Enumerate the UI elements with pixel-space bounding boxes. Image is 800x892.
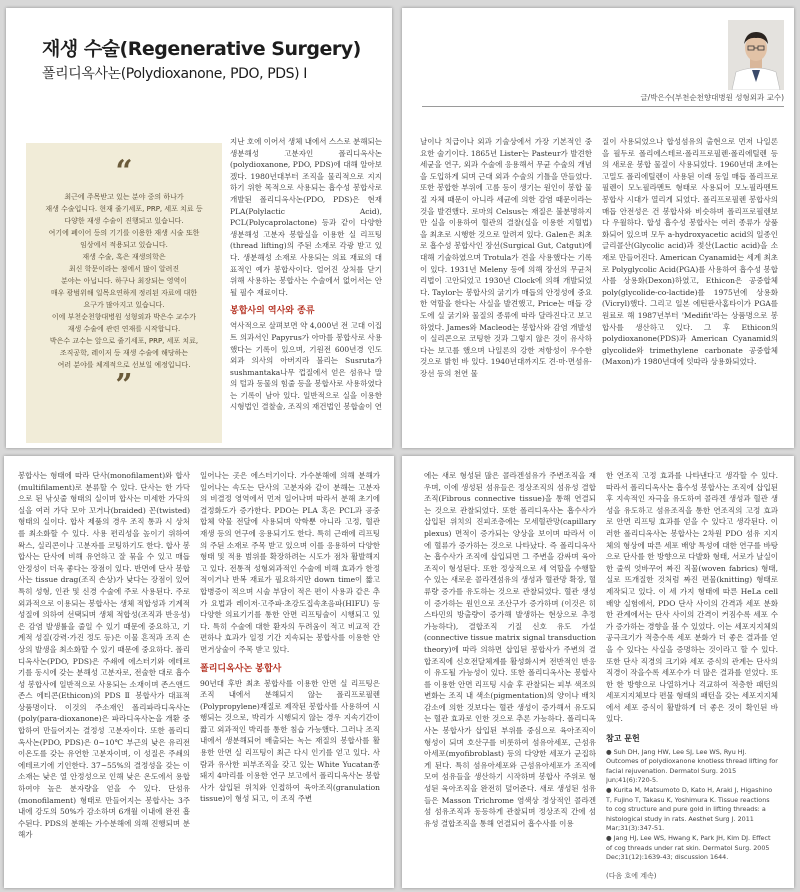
text-column: [200, 470, 380, 880]
header-divider: [422, 106, 784, 107]
quote-line: 조직공학, 레이저 등 재생 수술에 해당하는: [59, 349, 189, 357]
quote-line: 여기에 폐이어 등의 기기를 이용한 재생 시술 또한: [48, 229, 200, 237]
quote-line: 최근에 주목받고 있는 분야 중의 하나가: [64, 193, 184, 201]
body-paragraph: 지난 호에 이어서 생체 내에서 스스로 분해되는 생분해성 고분자인 폴리디옥사논(polydioxanone, PDO, PDS)에 대해 알아보겠다. 1980년대부터 조직을 물리적으로 지지하기 위한 목적으로 사용되는 흡수성 봉합사로 개발된 폴리디옥사논(PDO, PDS)은 현재 PLA(Polylactic Acid), PCL(Polycaprolactone) 등과 같이 다양한 생분해성 고분자 봉합실을 이용한 실 리프팅(thread lifting)의 주된 소재로 각광 받고 있다. 생분해성 소재로 사용되는 의료 재료의 대표적인 예가 봉합사이다. 얼어진 상처를 닫기 위해 사용하는 봉합사는 수술에서 없어서는 안 될 필수 재료이다.: [230, 137, 382, 297]
quote-line: 재생 수술입니다. 현재 줄기세포, PRP, 세포 치료 등: [45, 205, 203, 213]
references-heading: 참고 문헌: [606, 734, 640, 744]
quote-line: 다양한 재생 수술이 진행되고 있습니다.: [64, 217, 184, 225]
reference-item: ● Jang HJ, Lee WS, Hwang K, Park JH, Kim DJ. Effect of cog threads under rat skin. Dermatol Surg. 2005 Dec;31(12):1639-43; discussion 1644.: [606, 834, 771, 862]
reference-item: ● Kurita M, Matsumoto D, Kato H, Araki J, Higashino T, Fujino T, Takasu K, Yoshimura K. Tissue reactions to cog structure and pure gold in lifting threads: a histological study in rats. Aesthet Surg J. 2011 Mar;31(3):347-51.: [606, 786, 773, 833]
body-paragraph: 질이 사용되었으나 합성섬유의 출현으로 먼저 나일론을 필두로 폴리에스테르·폴리프로필렌·폴리에틸렌 등의 새로운 봉합 물질이 사용되었다. 1960년대 초에는 고밀도 폴리에틸렌이 사용된 이래 동일 매듭 폴리프로필렌이 모노필라멘트 형태로 사용되어 모노필라멘트 봉합사 시대가 열리게 되었다. 폴리프로필렌 봉합사의 매듭 안전성은 건 봉합사와 비슷하며 폴리프로필렌보다 우월하다. 합성 흡수성 봉합사는 여러 종류가 상품화되어 있으며 모두 a-hydroxyacetic acid의 일종인 글리콜산(Glycolic acid)과 젖산(Lactic acid)을 소재로 만들어진다. American Cyanamid는 세계 최초로 Polyglycolic Acid(PGA)를 사용하여 흡수성 봉합사를 상용화(Dexon)하였고, Ethicon은 공중합체 poly(glycolide-co-lactide)를 1975년에 상용화(Vicryl)했다. 그리고 일본 에틴판사홈타이가 PGA를 원료로 해 1987년부터 'Medifit'라는 상품명으로 봉합사를 생산하고 있다. 그 후 Ethicon의 polydioxanone(PDS)과 American Cyanamid의 glycolide와 trimethylene carbonate 공중합체(Maxon)가 1980년대에 잇따라 상용화되었다.: [602, 137, 778, 367]
text-column: [606, 470, 778, 880]
body-paragraph: 한 연조직 고정 효과를 나타낸다고 생각할 수 있다. 따라서 폴리디옥사논 흡수성 봉합사는 조직에 삽입된 후 지속적인 자극을 유도하여 콜라겐 생성과 혈관 생성을 유도하고 섬유조직을 통한 연조직의 고정 효과로 안면 리프팅 효과를 얻을 수 있다고 생각된다. 이러한 폴리디옥사논 봉합사는 2차원 PDO 섬유 지지체의 형상에 따른 세포 배양 특성에 대한 연구를 바탕으로 단사를 한 방향으로 다발화 형태, 서로가 날실이 한 줄씩 엇바꾸어 짜진 직물(woven fabrics) 형태, 실로 뜨개질한 것처럼 짜진 편물(knitting) 형태로 제작되고 있다. 이 세 가지 형태에 따른 HeLa cell 배양 실험에서, PDO 단사 사이의 간격과 세포 분화한 관계에서는 단사 사이의 간격이 커짐수록 세포 수가 증가하는 경향을 볼 수 있었다. 이는 세포지지체의 공극크기가 적층수록 세포 분화가 더 좋은 결과를 얻을 수 있다는 사실을 증명하는 것이라고 할 수 있다. 또한 단사 직경의 크기와 세포 증식의 관계는 단사의 직경이 작을수록 세포수가 더 많은 결과를 얻었다. 또한 한 방향으로 나열하거나 걱교하여 적층한 패턴의 세포지지체보다 편물 형태의 패턴을 갖는 세포지지체에서 세포 증식이 활발하게 더 좋은 것이 확인된 바 있다.: [606, 471, 778, 724]
close-quote-icon: ”: [115, 368, 133, 403]
author-byline: 글/박은수(부천순천향대병원 성형외과 교수): [640, 93, 784, 102]
body-paragraph: 에는 새로 형성된 많은 콜라겐섬유가 주변조직을 재우며, 이에 생성된 섬유들은 정상조직의 섬유성 결합조직(Fibrous connective tissue)을 통해 연결되는 것으로 관찰되었다. 또한 폴리디옥사논 흡수사가 삽입된 위치의 진피조층에는 모세혈관망(capillary plexus) 면적이 증가되는 양상을 보이며 따라서 이에 혈류가 증가하는 것으로 나타났다. 즉 폴리디옥사논 흡수사가 조직에 삽입되면 그 주변을 감싸며 육아조직이 형성된다. 또한 정상적으로 세 역할을 수행할 수 있는 새로운 콜라겐섬유의 생성과 혈관망 확장, 혈류량 증가를 유도하는 것으로 관찰되었다. 혈관 생성이 증가하는 원인으로 조산구가 증가하며 (이것은 히스타민의 방출량이 증가해 발생하는 현상으로 추정 가능하다), 결합조직 기질 신호 유도 가설(connective tissue matrix signal transduction theory)에 따라 의하면 삽입된 봉합사가 주변의 결합조직에 신호전달체계를 활성화시켜 전반적인 반응이 유도될 가능성이 있다. 또한 폴리디옥사논 봉합사를 이용한 안면 리프팅 시술 후 관찰되는 피부 색조의 변화는 조직 내 색소(pigmentation)의 양이나 배치 감소에 의한 것보다는 혈관 생성이 증가해서 유도되는 혈관 효과로 인한 것으로 추론 가능하다. 폴리디옥사논 봉합사가 삽입된 부위를 중심으로 육아조직이 형성이 되며 호산구를 비롯하여 섬유아세포, 근섬유아세포(myofibroblast) 등의 다양한 세포가 군집하게 된다. 특히 섬유아세포와 근섬유아세포가 조직에 모여 섬유들을 생산하기 시작하며 봉합사 주위로 형성된 육아조직을 완전히 덮어준다. 새로 생성된 섬유들은 Masson Trichrome 염색상 정상적인 콜라겐섬 섬유조직과 동등하게 관찰되며 정상조직 간에 섬유성 결합조직을 통해 연결되어 흡수사를 이용: [424, 471, 596, 828]
quote-line: 매우 광범위해 일목요연하게 정리된 자료에 대한: [50, 289, 198, 297]
section-heading: 봉합사의 역사와 종류: [230, 306, 315, 317]
quote-line: 요구가 많아지고 있습니다.: [83, 301, 165, 309]
article-subtitle: 폴리디옥사논(Polydioxanone, PDO, PDS) I: [42, 66, 307, 82]
quote-line: 재생 수술에 관련 연재를 시작합니다.: [67, 325, 181, 333]
quote-line: 재생 수술, 혹은 재생의학은: [82, 253, 166, 261]
section-heading: 폴리디옥사논 봉합사: [200, 663, 282, 674]
open-quote-icon: “: [115, 154, 133, 189]
text-column: [424, 470, 596, 880]
quote-line: 분야는 아닙니다. 하구나 최장되는 영역이: [60, 277, 188, 285]
text-column: [18, 470, 190, 880]
intro-quote-box: [26, 143, 222, 443]
page-top-right: [402, 8, 794, 448]
page-top-left: [6, 8, 392, 448]
continued-note: (다음 호에 계속): [606, 871, 657, 880]
text-column: [230, 136, 382, 441]
page-bottom-right: [402, 456, 794, 888]
body-paragraph: 역사적으로 살펴보면 약 4,000년 전 고대 이집트 의과서인 Papyrus가 아마를 봉합사로 사용했다는 기록이 있으며, 기원전 600년경 인도 외과 의사의 아버지라 불리는 Susruta가 sushmantaka나무 껍질에서 얻은 섬유나 말의 털과 동물의 힘줄 등을 봉합사로 사용하였다는 기록이 남아 있다. 일반적으로 실을 이용한 시형법인 결찰술, 조직의 재건법인 봉합술이 연: [230, 321, 382, 412]
quote-line: 이에 부천순천향대병원 성형외과 박은수 교수가: [51, 313, 197, 321]
author-photo: [728, 20, 784, 90]
body-paragraph: 90년대 후반 최초 봉합사를 이용한 안면 실 리프팅은 조직 내에서 분해되지 않는 폴리프로필렌(Polypropylene)재질로 제작된 봉합사를 사용하여 시행되는 것으로, 박리가 시행되지 않는 경우 지속기간이 짧고 외과적인 박리를 통한 침습 가능했다. 그러나 조직 내에서 생분해되어 배출되는 녹는 재질의 봉합사를 활용한 안면 실 리프팅이 최근 다시 인기를 얻고 있다. 사람과 유사한 피부조직을 갖고 있는 White Yucatan종 돼지 4마리를 이용한 연구 보고에서 폴리디옥사논 봉합사가 삽입된 위치와 인접하여 육아조직(granulation tissue)이 형성 되고, 이 조직 주변: [200, 678, 380, 804]
quote-line: 여러 분야를 체계적으로 선보일 예정입니다.: [57, 361, 191, 369]
author-portrait-icon: [728, 20, 784, 90]
reference-item: ● Suh DH, Jang HW, Lee SJ, Lee WS, Ryu HJ. Outcomes of polydioxanone knotless thread lifting for facial rejuvenation. Dermatol Surg. 2015 Jun;41(6):720-5.: [606, 747, 778, 785]
text-column: [420, 136, 592, 441]
quote-line: 임상에서 적용되고 있습니다.: [80, 241, 168, 249]
body-paragraph: 봉합사는 형태에 따라 단사(monofilament)와 합사(multifilament)로 분류할 수 있다. 단사는 한 가닥으로 된 낚싯줄 형태의 실이며 합사는 미세한 가닥의 실을 여러 가닥 모아 꼬거나(braided) 꼰(twisted) 형태의 실이다. 합사 제품의 경우 조직 통과 시 상처를 최소화할 수 있다. 사용 편리성을 높이기 위하여 왁스, 실리콘이나 고분자를 코팅하기도 한다. 합사 봉합사는 단사에 비해 유연하고 잘 묶을 수 있고 매듭 안정성이 더욱 좋다는 장점이 있다. 반면에 단사 봉합사는 tissue drag(조직 손상)가 낮다는 장점이 있어 특히 성형, 인관 및 신경 수술에 주로 사용된다. 주로 외과적으로 이용되는 봉합사는 생체 적합성과 기계적 성질에 의하여 선택되며 생체 적합성(조직과 반응성)은 감염 발생률을 줄일 수 있기 때문에 중요하고, 기계적 성질(강력·가진 정도 등)은 이물 흔적과 조직 손상의 발생을 최소화할 수 있기 때문에 중요하다. 폴리디옥사논(PDO, PDS)은 주쇄에 에스터기와 에테르기를 동시에 갖는 분해성 고분자로, 전술한 대로 흡수성 봉합사에 일반적으로 사용되는 소재이며 존스앤드존스 에티콘(Ethicon)의 PDS Ⅱ 봉합사가 대표적 상품명이다. 이것의 주소재인 폴리파라디옥사논(poly(para-dioxanone)은 파라디옥사논을 개환 중합하여 만들어지는 결정성 고분자이다. 또한 폴리디옥사논(PDO, PDS)은 0~10℃ 부근의 낮은 유리전이온도를 갖는 유연한 고분자이며, 이 성질은 주쇄의 에테르기에 기인한다. 37~55%의 결정성을 갖는 이 소재는 낮은 열 안정성으로 인해 낮은 온도에서 용합하여야 높은 분자량을 얻을 수 있다. 단섬유(monofilament) 형태로 만들어지는 봉합사는 3주 내에 강도의 50%가 감소하며 6개월 이내에 완전 흡수된다. PDS의 분해는 가수분해에 의해 진행되며 분해가: [18, 471, 190, 840]
article-title: 재생 수술(Regenerative Surgery): [42, 38, 361, 60]
text-column: [602, 136, 778, 441]
quote-line: 최신 학문이라는 점에서 많이 알려진: [68, 265, 180, 273]
intro-quote-text: [44, 191, 204, 371]
quote-line: 박은수 교수는 앞으로 줄기세포, PRP, 세포 치료,: [49, 337, 199, 345]
body-paragraph: 일어나는 곳은 에스터기이다. 가수분해에 의해 분해가 일어나는 속도는 단사의 고분자와 같이 분해는 고분자의 비결정 영역에서 먼저 일어나며 따라서 분해 초기에 결정화도가 증가한다. PDO는 PLA 혹은 PCL과 공중합체 약물 전달에 사용되며 약학뿐 아니라 고정, 혈관 재생 등의 연구에 응용되기도 한다. 특히 근래에 리프팅의 주된 소재로 주목 받고 있으며 이를 응용하여 다양한 형태 및 적용 범위를 확장하려는 시도가 점차 활발해지고 있다. 전통적 성형외과적인 수술에 비해 효과가 한정적이거나 반복 재료가 필요하지만 down time이 짧고 합병증이 적으며 시술 부담이 적은 편이 사용과 같은 추가 요법과 레이저·고주파·초강도집속초음파(HIFU) 등 다양한 의료기기를 통한 안면 리프팅술이 시행되고 있다. 특히 수술에 대한 환자의 두려움이 적고 비교적 간편하나 효과가 일정 기간 지속되는 봉합사를 이용한 안면거상술이 주목 받고 있다.: [200, 471, 380, 654]
reference-list: [606, 748, 778, 863]
page-bottom-left: [4, 456, 394, 888]
body-paragraph: 날이나 치급이나 외과 기술상에서 가장 기본적인 중요한 술기이다. 1865년 Lister는 Pasteur가 발견한 세균을 연구, 외과 수술에 응용해서 무균 수술의 개념을 도입하게 되며 근대 외과 수술의 기틀을 만들었다. 또한 봉합한 부위에 고름 등이 생기는 원인이 봉합 물질 자체 때문이 아니라 세균에 의한 감염 때문이라는 것을 발견했다. 로마의 Celsus는 재질은 불분명하지만 실을 이용하여 혈관의 결찰(실을 이용한 지혈법)을 최초로 시행한 것으로 알려져 있다. Galen은 최초로 흡수성 봉합사인 장선(Surgical Gut, Catgut)에 대해 기술하였으며 Trotula가 견을 사용했다는 기록이 있다. 1931년 Meleny 등에 의해 장선의 무균처리법이 고안되었고 1930년 Clock에 의해 개발되었다. Taylor는 봉합사의 굵기가 매듭의 안정성에 중요한 역할을 한다는 사실을 발견했고, Price는 매듭 강도에 실 굵기와 물질의 종류에 따라 달라진다고 보고하였다. James와 Macleod는 봉합사와 감염 개발성이 실리콘으로 코팅한 것과 그렇지 않은 것이 유사하다는 보고를 했으며 나일론의 강한 저항성이 우수한 것으로 밝힌 바 있다. 1940년대까지도 견·마·면섬유·장선 등의 천연 물: [420, 137, 592, 378]
